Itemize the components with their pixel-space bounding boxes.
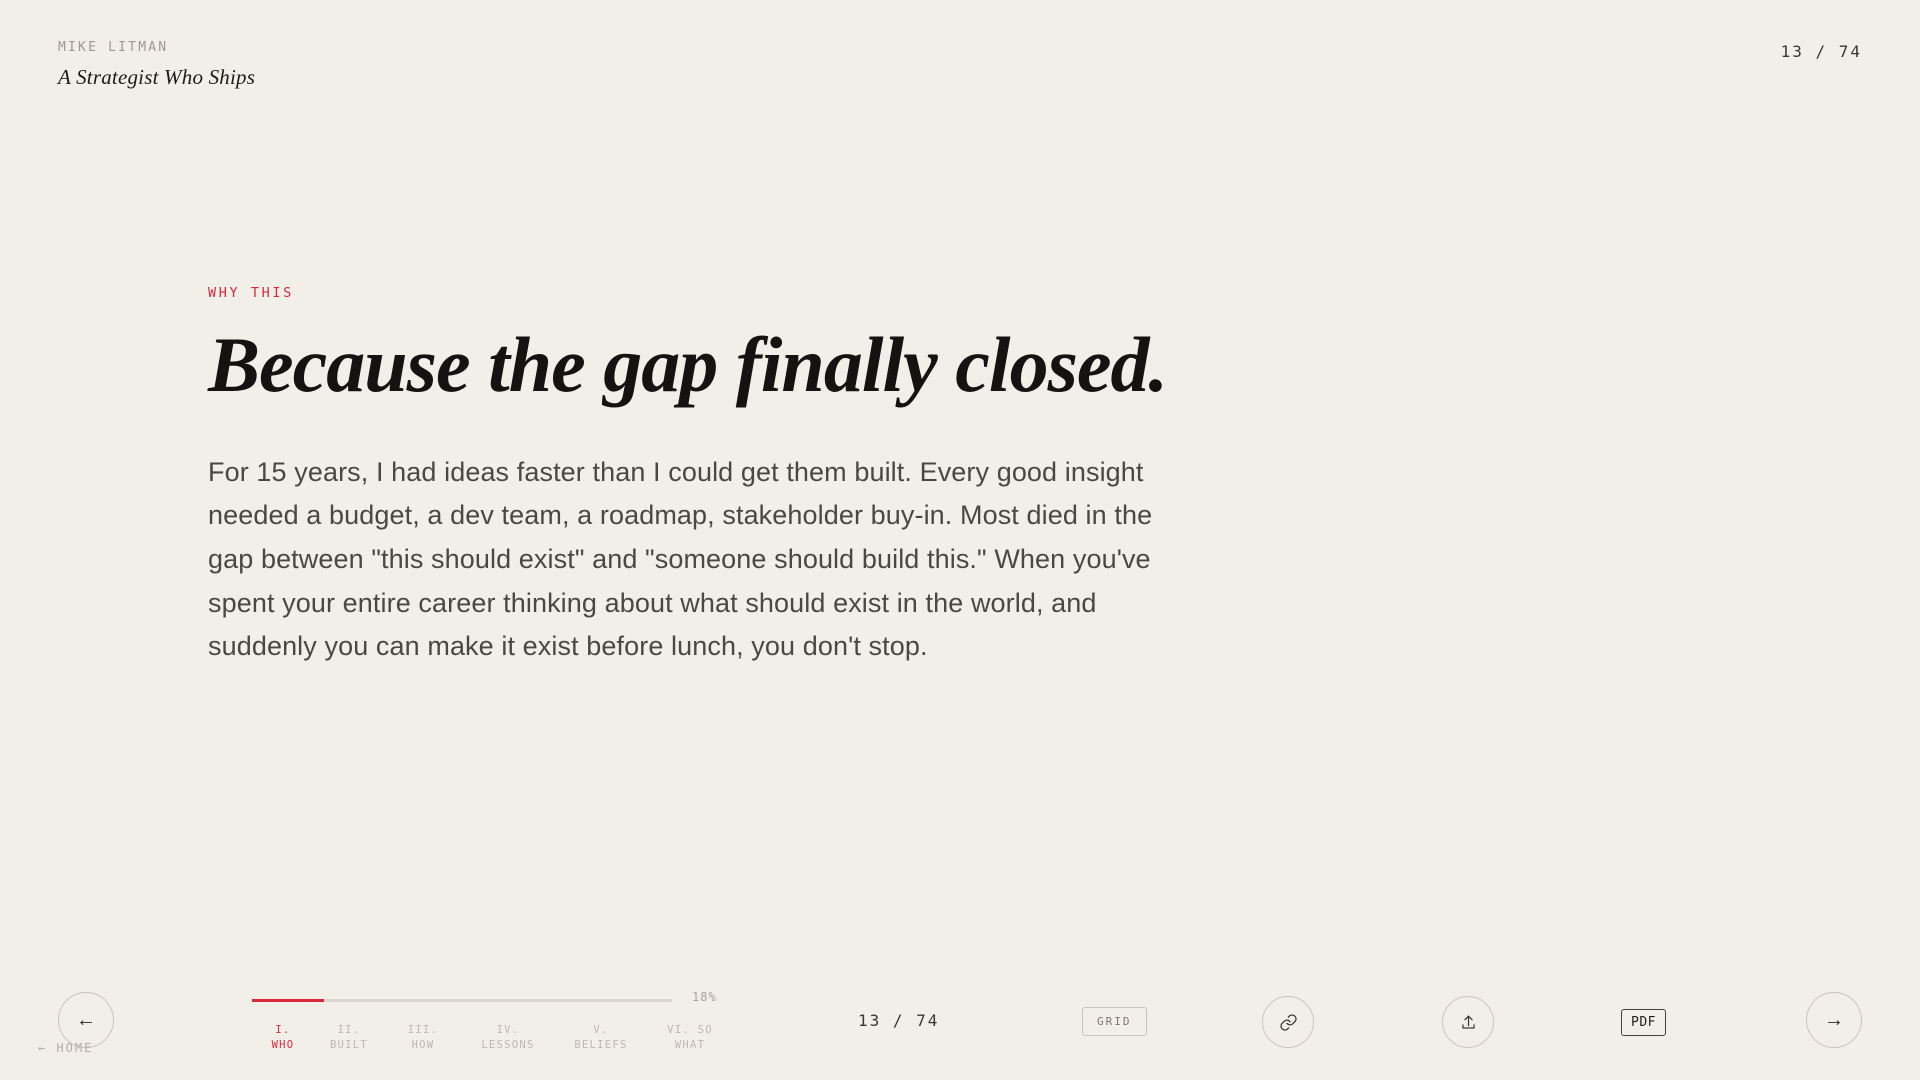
section-item-lessons[interactable]: [462, 1023, 554, 1055]
section-number: VI. SO: [667, 1023, 713, 1036]
section-number: II.: [337, 1023, 361, 1036]
section-name: WHAT: [674, 1039, 706, 1052]
header-page-counter: 13 / 74: [1780, 42, 1862, 61]
section-item-built[interactable]: [314, 1023, 384, 1055]
progress-track[interactable]: [252, 999, 672, 1002]
section-item-how[interactable]: [384, 1023, 462, 1055]
section-name: LESSONS: [481, 1039, 535, 1052]
progress-fill: [252, 999, 324, 1002]
author-name: MIKE LITMAN: [58, 40, 169, 55]
bottom-toolbar: [0, 950, 1920, 1080]
section-item-so-what[interactable]: [648, 1023, 732, 1055]
section-name: HOW: [411, 1039, 435, 1052]
section-number: V.: [593, 1023, 609, 1036]
section-number: I.: [275, 1023, 291, 1036]
section-name: WHO: [271, 1039, 295, 1052]
section-number: IV.: [496, 1023, 520, 1036]
section-item-who[interactable]: [252, 1023, 314, 1055]
section-name: BUILT: [329, 1039, 369, 1052]
slide-headline: Because the gap finally closed.: [208, 321, 1168, 408]
slide-content: [208, 285, 1208, 669]
grid-view-button[interactable]: GRID: [1082, 1007, 1147, 1036]
slide-eyebrow: WHY THIS: [208, 285, 294, 301]
link-icon[interactable]: [1262, 996, 1314, 1048]
section-name: BELIEFS: [574, 1039, 628, 1052]
deck-subtitle: A Strategist Who Ships: [58, 65, 256, 89]
slide-body: For 15 years, I had ideas faster than I could get them built. Every good insight needed a budget, a dev team, a roadmap, stakeholder buy-in. Most died in the gap between "this should exist" and "someone should build this." When you've spent your entire career thinking about what should exist in the world, and suddenly you can make it exist before lunch, you don't stop.: [208, 456, 1153, 662]
progress-percent: 18%: [692, 990, 717, 1004]
section-number: III.: [407, 1023, 439, 1036]
header: [58, 40, 255, 90]
section-nav: [252, 1023, 732, 1055]
home-link[interactable]: ← HOME: [38, 1041, 94, 1055]
bottom-page-counter: 13 / 74: [858, 1011, 940, 1030]
pdf-download-button[interactable]: PDF: [1621, 1009, 1666, 1036]
next-slide-button[interactable]: →: [1806, 992, 1862, 1048]
section-item-beliefs[interactable]: [554, 1023, 648, 1055]
share-icon[interactable]: [1442, 996, 1494, 1048]
progress-indicator: [252, 990, 717, 1004]
previous-slide-button[interactable]: ←: [58, 992, 114, 1048]
